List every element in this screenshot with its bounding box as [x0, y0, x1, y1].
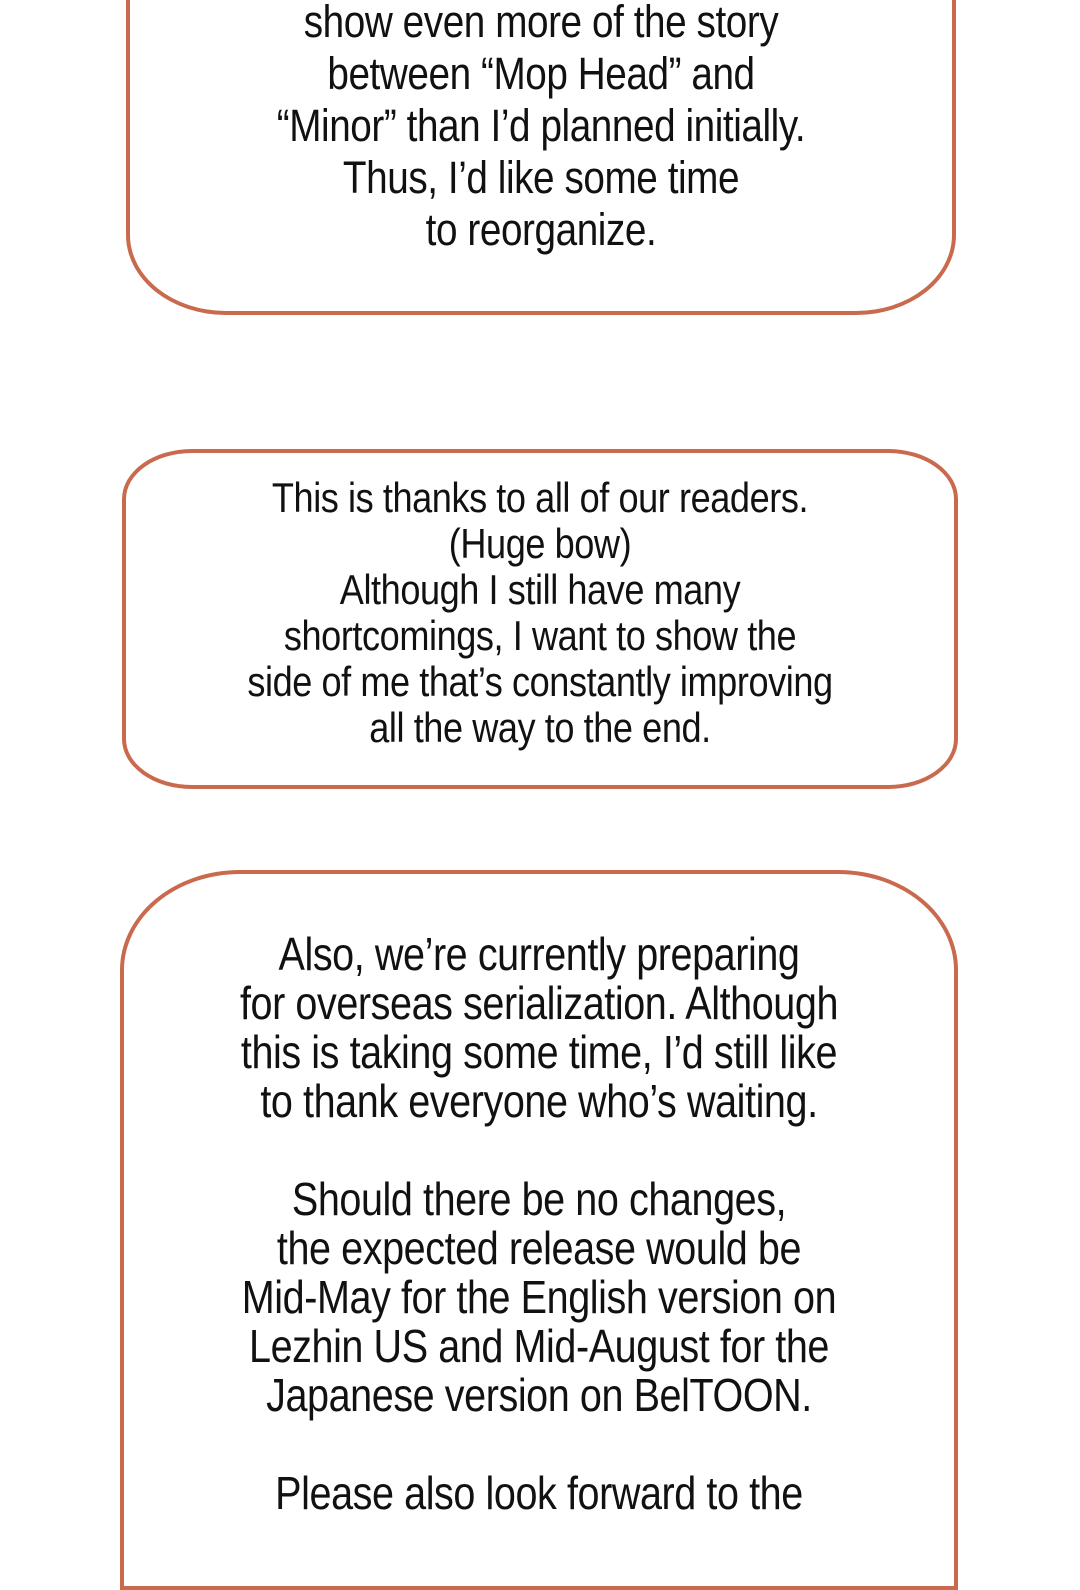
speech-bubble-3 — [120, 870, 958, 1590]
bubble-3-text: Also, we’re currently preparing for overseas serialization. Although this is taking some time, I’d still like to thank everyone who’s waiting. Should there be no changes, the expected release would be Mid-May for the English version on Lezhin US and Mid-August for the Japanese version on BelTOON. Please also look forward to the — [239, 928, 839, 1519]
speech-bubble-1 — [126, 0, 956, 315]
bubble-2-text: This is thanks to all of our readers. (Huge bow) Although I still have many shortcomings, I want to show the side of me that’s constantly improving all the way to the end. — [247, 474, 833, 751]
speech-bubble-2 — [122, 449, 958, 789]
bubble-1-text: show even more of the story between “Mop Head” and “Minor” than I’d planned initially. Thus, I’d like some time to reorganize. — [276, 0, 806, 255]
